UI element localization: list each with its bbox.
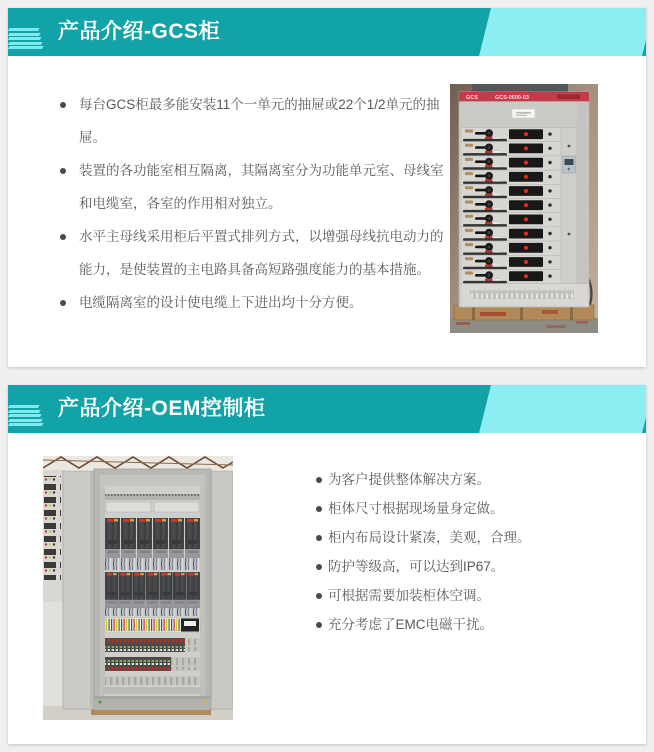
- bullet-dot-icon: [316, 535, 322, 541]
- bullet-dot-icon: [316, 593, 322, 599]
- bullet-item: [60, 220, 450, 286]
- bullet-item: [316, 523, 616, 552]
- stripes-icon: [8, 405, 54, 428]
- bullet-dot-icon: [316, 477, 322, 483]
- slide-oem-header: [8, 385, 646, 433]
- bullet-text: 柜体尺寸根据现场量身定做。: [328, 501, 504, 516]
- bullet-dot-icon: [60, 102, 66, 108]
- cabinet-banner-brand: GCS: [466, 95, 478, 101]
- bullet-dot-icon: [316, 622, 322, 628]
- bullet-dot-icon: [316, 564, 322, 570]
- slide-oem-title: 产品介绍-OEM控制柜: [58, 397, 266, 420]
- header-accent-slab: [479, 8, 646, 56]
- bullet-text: 为客户提供整体解决方案。: [328, 472, 490, 487]
- bullet-item: [316, 494, 616, 523]
- bullet-dot-icon: [60, 300, 66, 306]
- bullet-item: [316, 465, 616, 494]
- bullet-text: 装置的各功能室相互隔离，其隔离室分为功能单元室、母线室和电缆室，各室的作用相对独立。: [79, 163, 444, 211]
- bullet-item: [316, 552, 616, 581]
- slide-gcs-title: 产品介绍-GCS柜: [58, 20, 220, 43]
- oem-cabinet-photo: [43, 456, 233, 720]
- oem-bullet-list: [316, 465, 616, 639]
- bullet-item: [60, 286, 450, 319]
- bullet-dot-icon: [60, 168, 66, 174]
- bullet-dot-icon: [60, 234, 66, 240]
- bullet-item: [316, 581, 616, 610]
- bullet-text: 充分考虑了EMC电磁干扰。: [328, 617, 493, 632]
- bullet-item: [60, 88, 450, 154]
- bullet-text: 电缆隔离室的设计使电缆上下进出均十分方便。: [79, 295, 363, 310]
- bullet-text: 每台GCS柜最多能安装11个一单元的抽屉或22个1/2单元的抽屉。: [79, 97, 440, 145]
- bullet-dot-icon: [316, 506, 322, 512]
- cabinet-banner-model: GCS-0600-03: [495, 95, 529, 101]
- bullet-item: [60, 154, 450, 220]
- gcs-cabinet-photo: [450, 84, 598, 333]
- stripes-icon: [8, 28, 54, 51]
- bullet-item: [316, 610, 616, 639]
- slide-gcs-header: [8, 8, 646, 56]
- slide-oem-card: [8, 385, 646, 744]
- bullet-text: 可根据需要加装柜体空调。: [328, 588, 490, 603]
- gcs-bullet-list: [60, 88, 450, 319]
- bullet-text: 水平主母线采用柜后平置式排列方式，以增强母线抗电动力的能力，是使装置的主电路具备高短路强度能力的基本措施。: [79, 229, 444, 277]
- bullet-text: 柜内布局设计紧凑，美观，合理。: [328, 530, 531, 545]
- slide-gcs-card: [8, 8, 646, 367]
- bullet-text: 防护等级高，可以达到IP67。: [328, 559, 505, 574]
- header-accent-slab: [479, 385, 646, 433]
